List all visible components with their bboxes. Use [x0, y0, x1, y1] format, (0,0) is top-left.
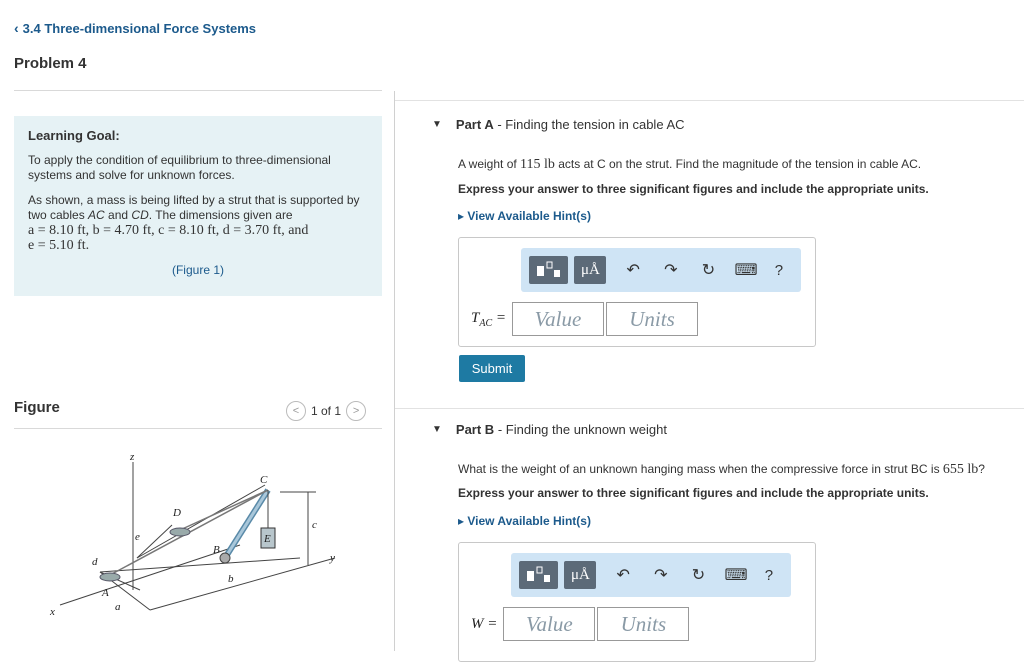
figure-link[interactable]: (Figure 1) [171, 263, 224, 277]
description-prefix: As shown, a mass is being lifted by a strut that is supported by two cables [28, 193, 360, 222]
prev-figure-button[interactable]: < [286, 401, 306, 421]
chevron-left-icon: ‹ [14, 20, 19, 36]
pager-count: 1 of 1 [311, 404, 342, 418]
reset-icon[interactable]: ↻ [691, 567, 706, 584]
label-a-point: A [102, 587, 109, 599]
part-a-answer-row [471, 302, 698, 336]
math-toolbar [511, 553, 791, 597]
part-b-title: Part B - Finding the unknown weight [455, 422, 667, 437]
divider [14, 90, 382, 91]
tac-label: $T_{AC}$ = [471, 309, 506, 329]
divider [395, 408, 1024, 409]
part-a-answer-box [458, 237, 816, 347]
learning-goal-title: Learning Goal: [28, 128, 120, 143]
next-figure-button[interactable]: > [346, 401, 366, 421]
label-e-weight: E [264, 533, 271, 545]
units-input[interactable]: Units [597, 607, 689, 641]
description-suffix: . The dimensions given are [148, 208, 293, 222]
label-b-dim: b [228, 573, 234, 585]
label-z: z [130, 451, 135, 463]
templates-button[interactable] [519, 561, 558, 589]
undo-icon[interactable]: ↶ [626, 262, 640, 279]
problem-title: Problem 4 [14, 55, 87, 72]
back-link[interactable] [14, 20, 256, 36]
submit-button[interactable]: Submit [459, 355, 525, 382]
units-symbol-button[interactable]: μÅ [574, 256, 606, 284]
keyboard-icon[interactable]: ⌨ [724, 567, 748, 584]
templates-button[interactable] [529, 256, 568, 284]
part-b-hint-link[interactable]: ▸ View Available Hint(s) [458, 514, 591, 528]
dimensions-line2: e = 5.10 ft. [28, 238, 90, 253]
learning-goal-box [14, 116, 382, 296]
part-b-header[interactable] [432, 422, 667, 437]
label-y: y [330, 552, 335, 564]
problem-description [28, 193, 368, 253]
part-a-hint-link[interactable]: ▸ View Available Hint(s) [458, 209, 591, 223]
label-d-point: D [173, 507, 181, 519]
math-toolbar [521, 248, 801, 292]
description-and: and [104, 208, 132, 222]
part-b-answer-box [458, 542, 816, 662]
value-input[interactable]: Value [512, 302, 604, 336]
redo-icon[interactable]: ↷ [654, 567, 668, 584]
figure-heading: Figure [14, 399, 60, 416]
strut-cable-figure [40, 440, 350, 620]
part-a-title: Part A - Finding the tension in cable AC [455, 117, 685, 132]
part-a-instruction: Express your answer to three significant figures and include the appropriate units. [458, 182, 929, 196]
units-input[interactable]: Units [606, 302, 698, 336]
triangle-down-icon: ▼ [432, 424, 442, 435]
reset-icon[interactable]: ↻ [701, 262, 716, 279]
divider [14, 428, 382, 429]
part-a-header[interactable] [432, 117, 685, 132]
back-link-label: 3.4 Three-dimensional Force Systems [22, 20, 257, 36]
help-button[interactable]: ? [764, 566, 774, 584]
learning-goal-text: To apply the condition of equilibrium to three-dimensional systems and solve for unknown forces. [28, 153, 331, 182]
w-label: W = [471, 615, 498, 632]
label-e: e [135, 531, 140, 543]
dimensions-line1: a = 8.10 ft, b = 4.70 ft, c = 8.10 ft, d = 3.70 ft, and [28, 223, 309, 238]
label-b-point: B [213, 544, 220, 556]
cable-ac-label: AC [88, 208, 105, 222]
figure-pager [286, 401, 366, 421]
label-x: x [50, 606, 55, 618]
help-button[interactable]: ? [774, 261, 784, 279]
divider [395, 100, 1024, 101]
part-b-instruction: Express your answer to three significant figures and include the appropriate units. [458, 486, 929, 500]
undo-icon[interactable]: ↶ [616, 567, 630, 584]
label-c-point: C [260, 474, 268, 486]
part-b-answer-row [471, 607, 689, 641]
part-a-question: A weight of 115 lb acts at C on the strut. Find the magnitude of the tension in cable AC. [458, 157, 922, 172]
divider-vertical [394, 91, 395, 651]
redo-icon[interactable]: ↷ [664, 262, 678, 279]
label-a-dim: a [115, 601, 121, 613]
label-d-dim: d [92, 556, 98, 568]
cable-cd-label: CD [131, 208, 149, 222]
keyboard-icon[interactable]: ⌨ [734, 262, 758, 279]
units-symbol-button[interactable]: μÅ [564, 561, 596, 589]
value-input[interactable]: Value [503, 607, 595, 641]
part-b-question: What is the weight of an unknown hanging mass when the compressive force in strut BC is 655 lb? [458, 462, 985, 477]
label-c-dim: c [312, 519, 317, 531]
triangle-down-icon: ▼ [432, 119, 442, 130]
